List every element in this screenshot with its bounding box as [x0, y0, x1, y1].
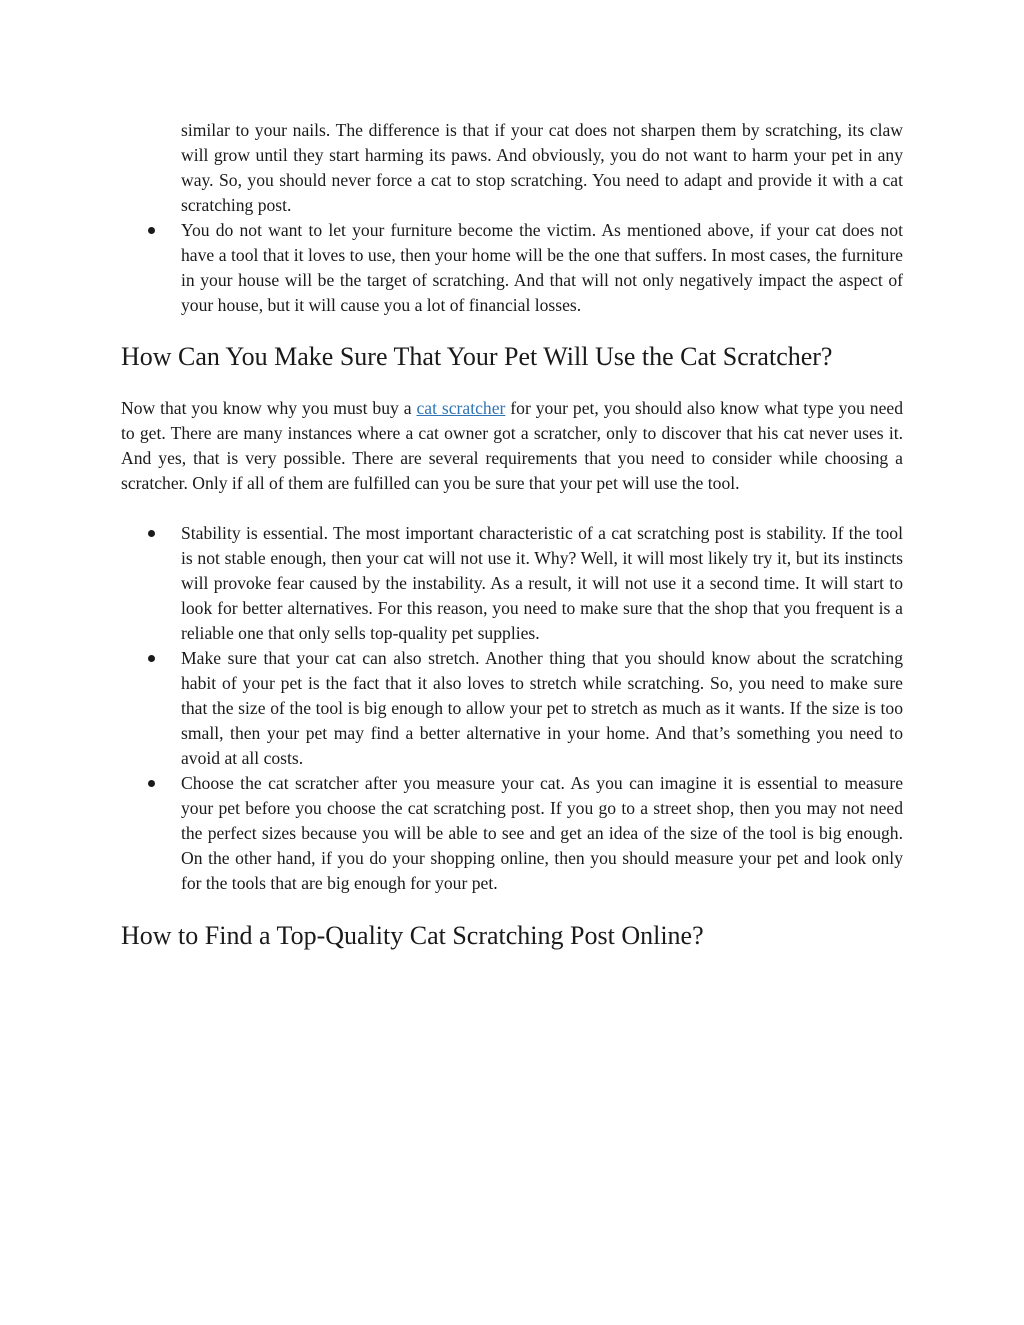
list-item-text: Make sure that your cat can also stretch. Another thing that you should know about the scratching habit of your pet is the fact that it also loves to stretch while scratching. So, you need to make sure that the size of the tool is big enough to allow your pet to stretch as much as it wants. If the size is too small, then your pet may find a better alternative in your home. And that’s something you need to avoid at all costs. — [181, 648, 903, 768]
bullet-icon — [148, 780, 155, 787]
top-bullet-list — [121, 218, 903, 318]
list-item-text: Stability is essential. The most important characteristic of a cat scratching post is stability. If the tool is not stable enough, then your cat will not use it. Why? Well, it will most likely try it, but its instincts will provoke fear caused by the instability. As a result, it will not use it a second time. It will start to look for better alternatives. For this reason, you need to make sure that the shop that you frequent is a reliable one that only sells top-quality pet supplies. — [181, 523, 903, 643]
list-item — [121, 771, 903, 896]
intro-paragraph — [121, 396, 903, 496]
list-item — [121, 646, 903, 771]
section-heading: How Can You Make Sure That Your Pet Will Use the Cat Scratcher? — [121, 342, 833, 371]
list-item — [121, 521, 903, 646]
intro-text-before-link: Now that you know why you must buy a — [121, 398, 417, 418]
list-item-text: Choose the cat scratcher after you measure your cat. As you can imagine it is essential to measure your pet before you choose the cat scratching post. If you go to a street shop, then you may not need the perfect sizes because you will be able to see and get an idea of the size of the tool is big enough. On the other hand, if you do your shopping online, then you should measure your pet and look only for the tools that are big enough for your pet. — [181, 773, 903, 893]
bullet-icon — [148, 530, 155, 537]
bullet-icon — [148, 227, 155, 234]
cat-scratcher-link[interactable]: cat scratcher — [416, 398, 506, 418]
document-body — [121, 118, 903, 952]
list-item — [121, 218, 903, 318]
requirements-bullet-list — [121, 521, 903, 896]
list-item-text: You do not want to let your furniture become the victim. As mentioned above, if your cat does not have a tool that it loves to use, then your home will be the one that suffers. In most cases, the furniture in your house will be the target of scratching. And that will not only negatively impact the aspect of your house, but it will cause you a lot of financial losses. — [181, 220, 903, 315]
bullet-icon — [148, 655, 155, 662]
section-heading: How to Find a Top-Quality Cat Scratching Post Online? — [121, 921, 704, 950]
continuation-paragraph: similar to your nails. The difference is that if your cat does not sharpen them by scratching, its claw will grow until they start harming its paws. And obviously, you do not want to harm your pet in any way. So, you should never force a cat to stop scratching. You need to adapt and provide it with a cat scratching post. — [181, 120, 903, 215]
intro-text-after-link: for your pet, you should also know what type you need to get. There are many instances where a cat owner got a scratcher, only to discover that his cat never uses it. And yes, that is very possible. There are several requirements that you need to consider while choosing a scratcher. Only if all of them are fulfilled can you be sure that your pet will use the tool. — [121, 398, 904, 493]
